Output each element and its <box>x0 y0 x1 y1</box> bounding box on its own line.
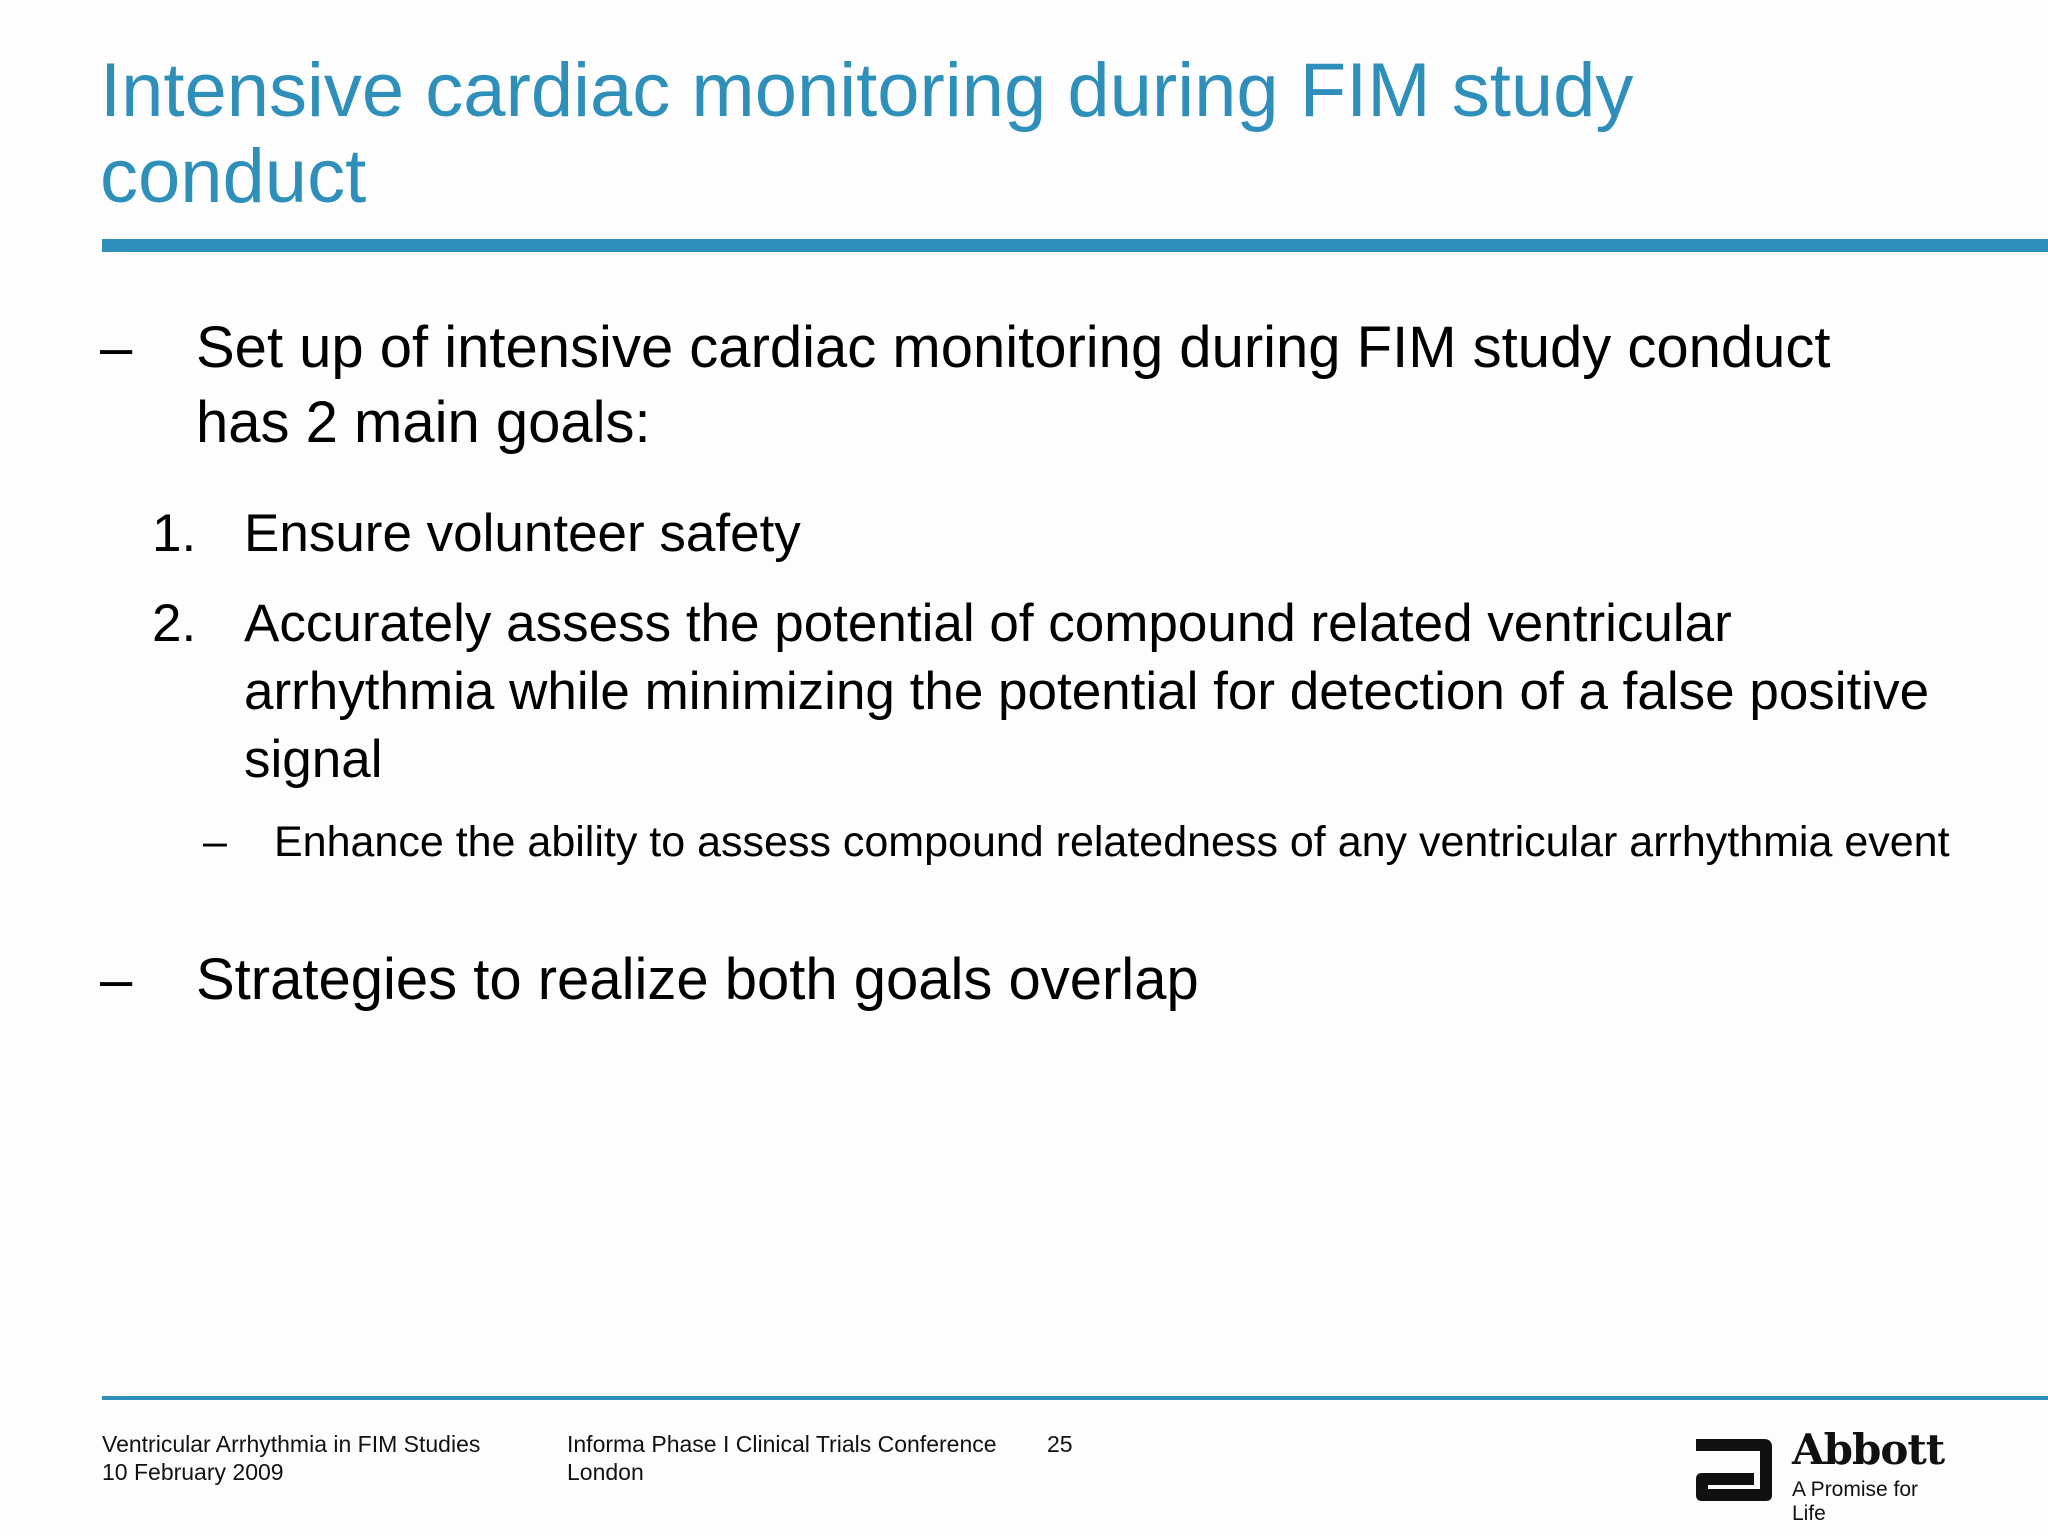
footer-presentation-title: Ventricular Arrhythmia in FIM Studies <box>102 1431 481 1457</box>
footer-conference-info <box>567 1430 997 1486</box>
item-number: 2. <box>152 594 197 653</box>
item-text: Ensure volunteer safety <box>244 504 801 563</box>
bullet-dash: – <box>100 315 133 380</box>
footer-conference-name: Informa Phase I Clinical Trials Conference <box>567 1431 997 1457</box>
title-divider <box>102 239 2048 252</box>
abbott-logo-icon <box>1692 1435 1776 1505</box>
bullet-dash: – <box>100 947 133 1012</box>
sub-bullet-text: Enhance the ability to assess compound relatedness of any ventricular arrhythmia event <box>274 818 1950 866</box>
footer-location: London <box>567 1459 644 1485</box>
sub-bullet-dash: – <box>203 818 227 866</box>
footer-date: 10 February 2009 <box>102 1459 284 1485</box>
item-text: Accurately assess the potential of compound related ventricular arrhythmia while minimizing the potential for detection of a false positive signal <box>244 594 1930 789</box>
abbott-logo <box>1692 1425 1952 1525</box>
slide-title: Intensive cardiac monitoring during FIM study conduct <box>100 48 1634 219</box>
bullet-text: Set up of intensive cardiac monitoring during FIM study conduct has 2 main goals: <box>196 315 1831 455</box>
item-number: 1. <box>152 504 197 563</box>
footer-divider <box>102 1396 2048 1400</box>
bullet-text: Strategies to realize both goals overlap <box>196 947 1199 1012</box>
logo-tagline: A Promise for Life <box>1792 1478 1919 1525</box>
page-number: 25 <box>1047 1431 1073 1457</box>
logo-wordmark: Abbott <box>1792 1425 1945 1474</box>
footer-presentation-info <box>102 1430 480 1486</box>
